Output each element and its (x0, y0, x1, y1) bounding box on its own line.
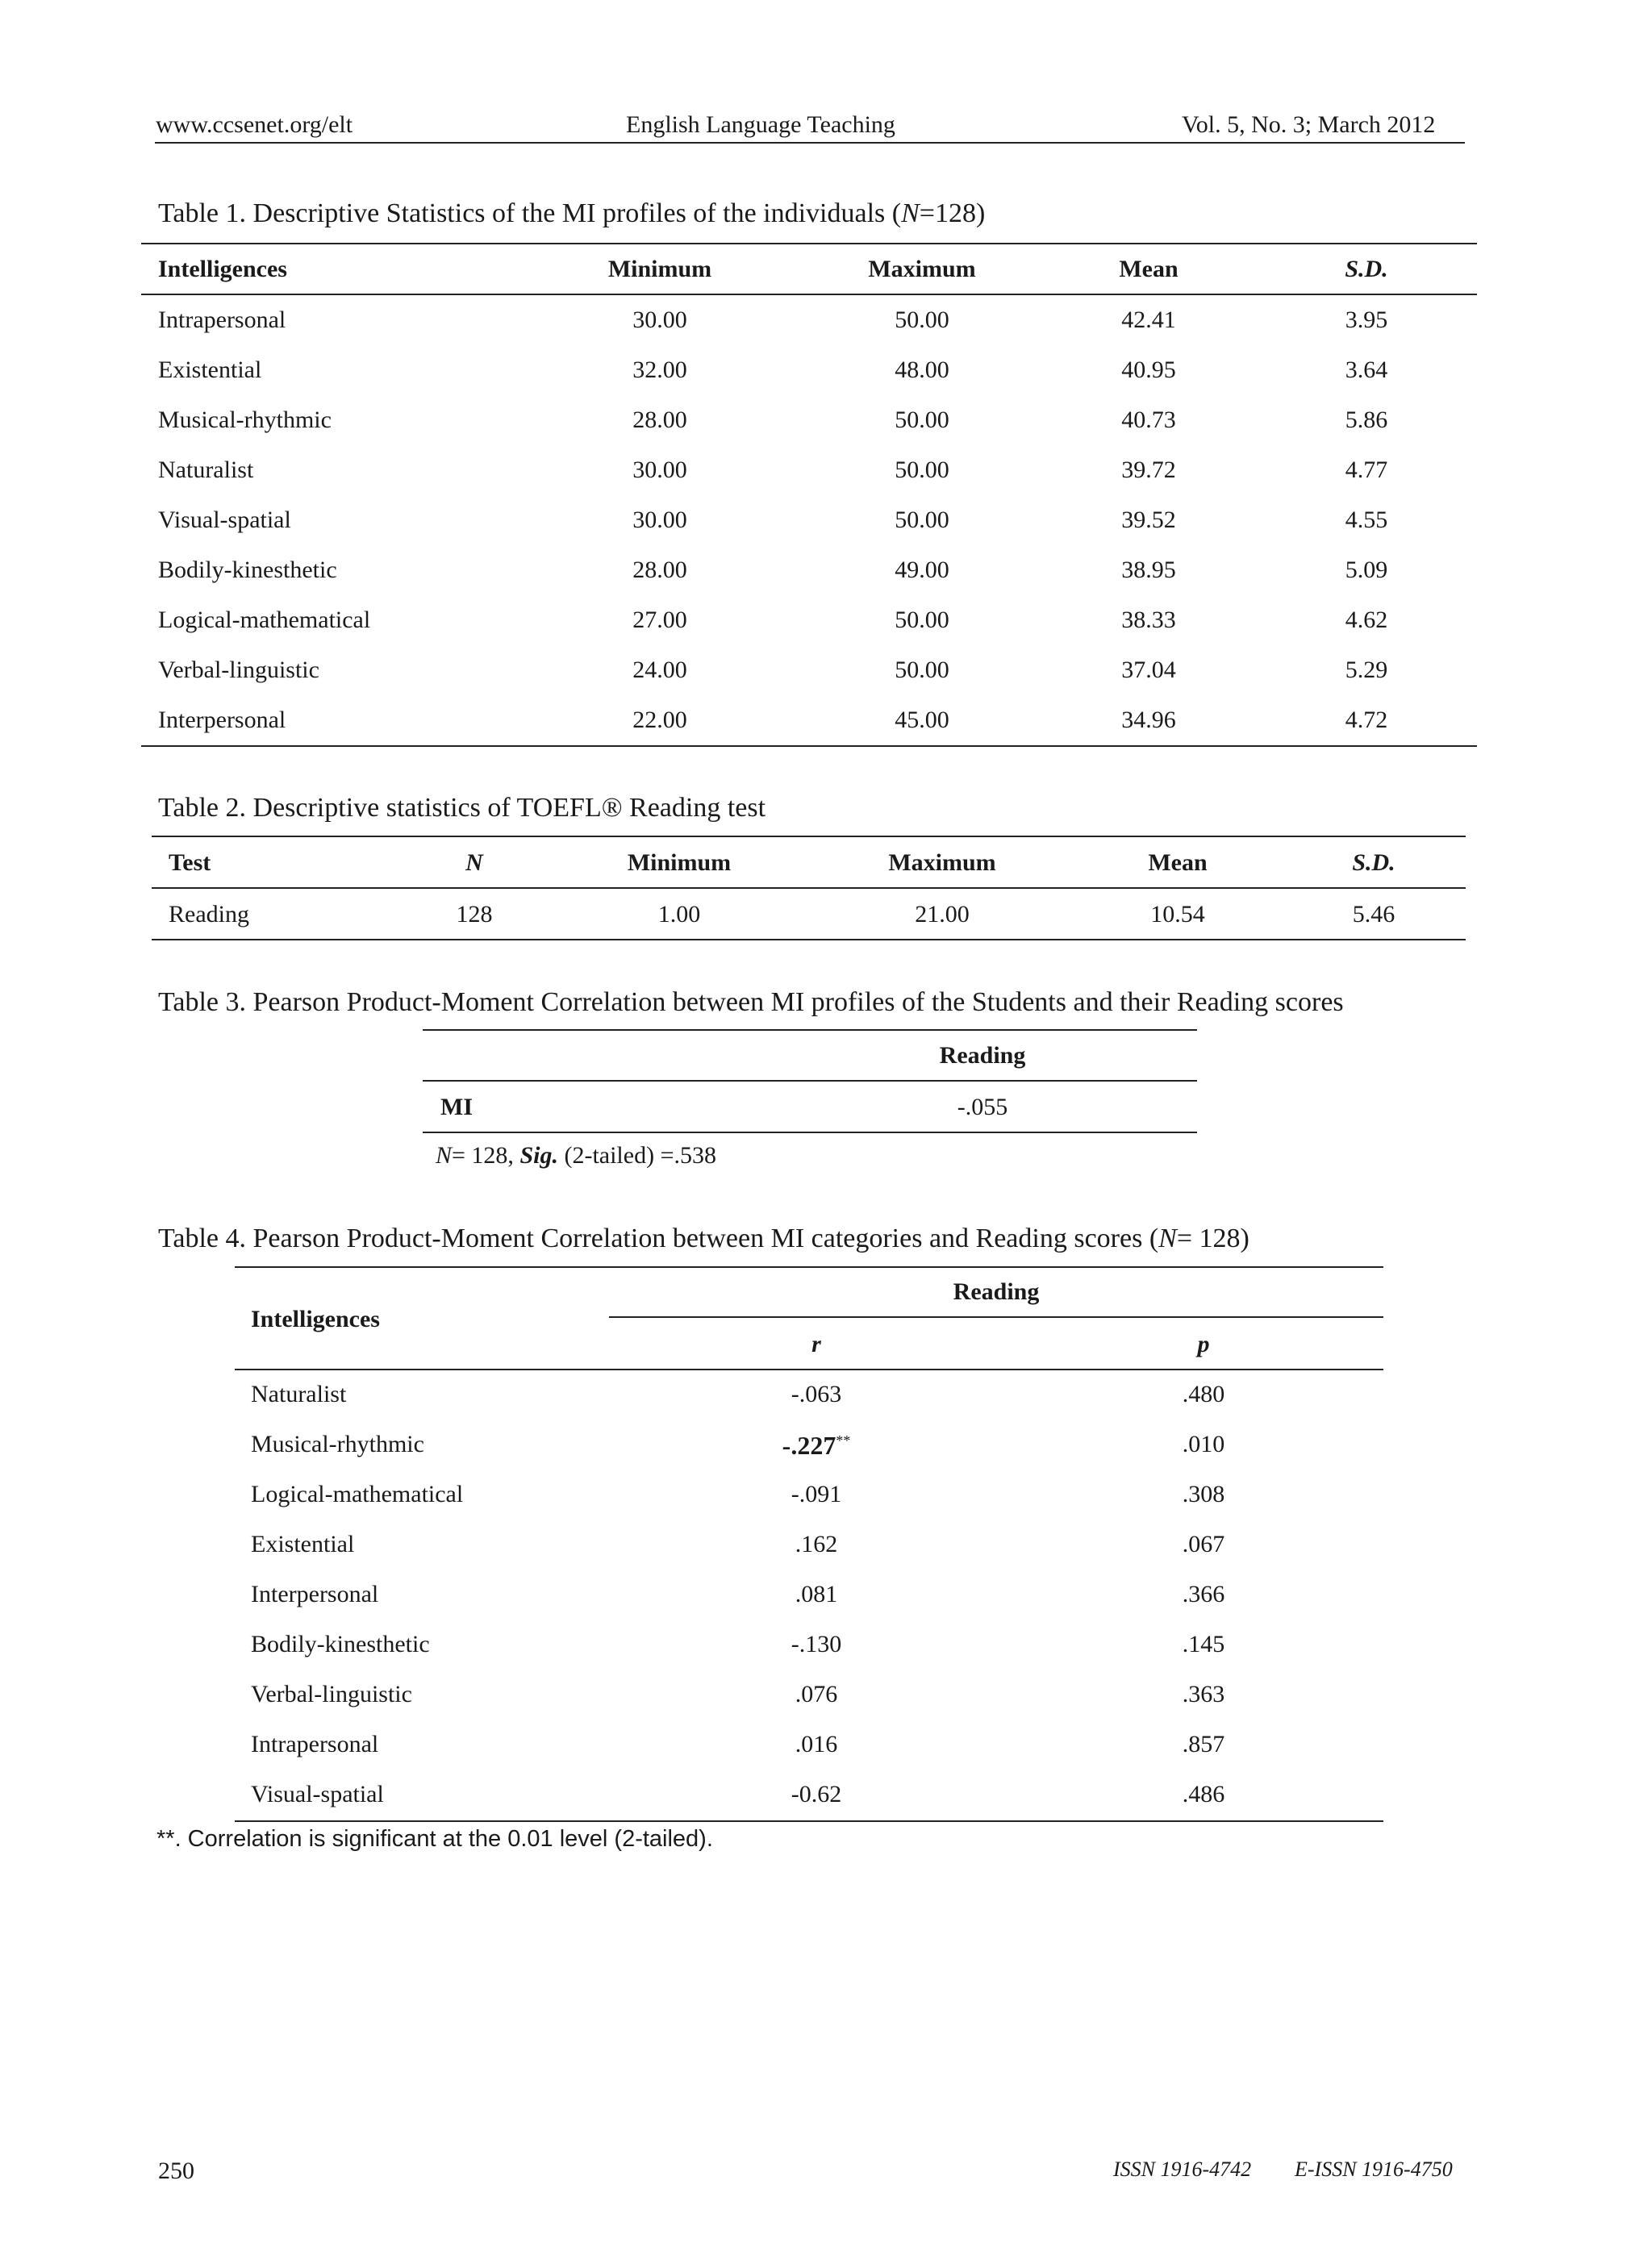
table1-cell: 4.55 (1345, 507, 1388, 533)
table1-col-maximum: Maximum (868, 256, 976, 282)
table1-cell: 34.96 (1121, 707, 1176, 733)
table1-cell: 22.00 (632, 707, 687, 733)
table4-cell: .857 (1182, 1731, 1225, 1757)
table4-cell: -0.62 (791, 1781, 842, 1807)
table1-row-label: Bodily-kinesthetic (158, 557, 337, 583)
journal-title: English Language Teaching (626, 111, 895, 138)
table1-col-intelligences: Intelligences (158, 256, 287, 282)
table1-cell: 45.00 (895, 707, 949, 733)
table4-cell: .363 (1182, 1681, 1225, 1707)
table1-row-label: Visual-spatial (158, 507, 291, 533)
table1-cell: 40.73 (1121, 406, 1176, 433)
table1-header-rule (141, 294, 1477, 295)
table1-caption: Table 1. Descriptive Statistics of the MI profiles of the individuals (N=128) (158, 198, 986, 228)
table1-cell: 42.41 (1121, 306, 1176, 333)
table1-cell: 50.00 (895, 306, 949, 333)
table4-significant-cell (782, 1431, 851, 1461)
table4-footnote: **. Correlation is significant at the 0.01 level (2-tailed). (156, 1826, 713, 1852)
table1-cell: 38.33 (1121, 607, 1176, 633)
table1-cell: 4.62 (1345, 607, 1388, 633)
table2-cell: 1.00 (657, 901, 701, 928)
table1-cell: 48.00 (895, 356, 949, 383)
table1-row-label: Naturalist (158, 457, 254, 483)
table1-cell: 5.09 (1345, 557, 1388, 583)
table3-header-rule (423, 1080, 1197, 1082)
table1-cell: 32.00 (632, 356, 687, 383)
table1-cell: 39.52 (1121, 507, 1176, 533)
table4-row-label: Visual-spatial (251, 1781, 384, 1807)
table2-cell: Reading (169, 901, 249, 928)
table3-note: N= 128, Sig. (2-tailed) =.538 (436, 1142, 716, 1169)
table4-cell: .010 (1182, 1431, 1225, 1457)
table4-cell: .480 (1182, 1381, 1225, 1407)
table4-cell: .366 (1182, 1581, 1225, 1607)
table1-cell: 50.00 (895, 507, 949, 533)
table2-cell: 5.46 (1352, 901, 1395, 928)
table4-cell: .067 (1182, 1531, 1225, 1557)
table4-col-r: r (811, 1331, 821, 1357)
table4-row-label: Existential (251, 1531, 355, 1557)
table1-cell: 30.00 (632, 306, 687, 333)
table1-row-label: Intrapersonal (158, 306, 286, 333)
table1-cell: 50.00 (895, 406, 949, 433)
issn: ISSN 1916-4742 (1113, 2158, 1252, 2181)
table1-cell: 28.00 (632, 557, 687, 583)
table4-caption: Table 4. Pearson Product-Moment Correlation between MI categories and Reading scores (N= 128) (158, 1224, 1249, 1253)
table1-col-mean: Mean (1119, 256, 1179, 282)
table4-row-label: Verbal-linguistic (251, 1681, 412, 1707)
table4-col-p: p (1197, 1331, 1210, 1357)
table4-cell: .486 (1182, 1781, 1225, 1807)
table3-bottom-rule (423, 1132, 1197, 1133)
table3-col-reading: Reading (939, 1042, 1026, 1069)
table1-cell: 40.95 (1121, 356, 1176, 383)
table1-cell: 38.95 (1121, 557, 1176, 583)
table1-cell: 37.04 (1121, 657, 1176, 683)
table1-cell: 28.00 (632, 406, 687, 433)
table4-row-label: Naturalist (251, 1381, 347, 1407)
table4-row-label: Musical-rhythmic (251, 1431, 424, 1457)
table4-cell: .308 (1182, 1481, 1225, 1507)
header-rule (155, 142, 1465, 144)
table4-cell: .016 (795, 1731, 838, 1757)
table4-cell: .145 (1182, 1631, 1225, 1657)
table1-cell: 50.00 (895, 607, 949, 633)
table2-caption: Table 2. Descriptive statistics of TOEFL® Reading test (158, 793, 766, 823)
table1-cell: 3.95 (1345, 306, 1388, 333)
table4-top-rule (235, 1266, 1383, 1268)
table4-row-label: Bodily-kinesthetic (251, 1631, 430, 1657)
significance-mark: ** (836, 1432, 851, 1449)
table1-cell: 3.64 (1345, 356, 1388, 383)
journal-volume: Vol. 5, No. 3; March 2012 (1182, 111, 1436, 138)
table1-cell: 27.00 (632, 607, 687, 633)
table4-header-rule (235, 1369, 1383, 1370)
table1-row-label: Logical-mathematical (158, 607, 371, 633)
table4-row-label: Intrapersonal (251, 1731, 379, 1757)
table2-col-mean: Mean (1148, 849, 1208, 876)
table1-row-label: Interpersonal (158, 707, 286, 733)
table2-col-minimum: Minimum (627, 849, 732, 876)
table2-cell: 10.54 (1150, 901, 1205, 928)
table4-bottom-rule (235, 1820, 1383, 1822)
table2-col-maximum: Maximum (888, 849, 996, 876)
table2-col-n: N (465, 849, 483, 876)
table4-cell: -.063 (791, 1381, 842, 1407)
table1-cell: 5.29 (1345, 657, 1388, 683)
table1-cell: 24.00 (632, 657, 687, 683)
table2-col-test: Test (169, 849, 211, 876)
table4-row-label: Interpersonal (251, 1581, 379, 1607)
table4-group-reading: Reading (953, 1278, 1040, 1305)
table1-cell: 30.00 (632, 507, 687, 533)
table4-cell: .162 (795, 1531, 838, 1557)
table1-cell: 4.72 (1345, 707, 1388, 733)
table1-cell: 39.72 (1121, 457, 1176, 483)
table2-header-rule (152, 887, 1466, 889)
table2-col-sd: S.D. (1352, 849, 1395, 876)
journal-url: www.ccsenet.org/elt (156, 111, 353, 138)
table4-cell: .076 (795, 1681, 838, 1707)
table3-caption: Table 3. Pearson Product-Moment Correlation between MI profiles of the Students and their Reading scores (158, 987, 1344, 1017)
table1-cell: 4.77 (1345, 457, 1388, 483)
table3-top-rule (423, 1029, 1197, 1031)
table1-top-rule (141, 243, 1477, 244)
table4-cell: .081 (795, 1581, 838, 1607)
table3-row-label: MI (440, 1094, 473, 1120)
table1-bottom-rule (141, 745, 1477, 747)
table1-cell: 50.00 (895, 457, 949, 483)
table2-cell: 21.00 (915, 901, 970, 928)
table4-cell: -.091 (791, 1481, 842, 1507)
table1-row-label: Musical-rhythmic (158, 406, 332, 433)
table1-cell: 50.00 (895, 657, 949, 683)
table1-cell: 49.00 (895, 557, 949, 583)
page-number: 250 (158, 2158, 194, 2184)
table4-row-label: Logical-mathematical (251, 1481, 464, 1507)
table4-significant-value: -.227 (782, 1431, 836, 1460)
table1-cell: 30.00 (632, 457, 687, 483)
table2-bottom-rule (152, 939, 1466, 940)
table2-top-rule (152, 836, 1466, 837)
table1-row-label: Verbal-linguistic (158, 657, 319, 683)
table4-col-intelligences: Intelligences (251, 1306, 380, 1332)
table1-row-label: Existential (158, 356, 262, 383)
table3-row-value: -.055 (957, 1094, 1008, 1120)
eissn: E-ISSN 1916-4750 (1295, 2158, 1453, 2181)
table1-cell: 5.86 (1345, 406, 1388, 433)
table1-col-minimum: Minimum (607, 256, 712, 282)
table1-col-sd: S.D. (1345, 256, 1388, 282)
table4-group-rule (609, 1316, 1383, 1318)
table2-cell: 128 (456, 901, 493, 928)
table4-cell: -.130 (791, 1631, 842, 1657)
